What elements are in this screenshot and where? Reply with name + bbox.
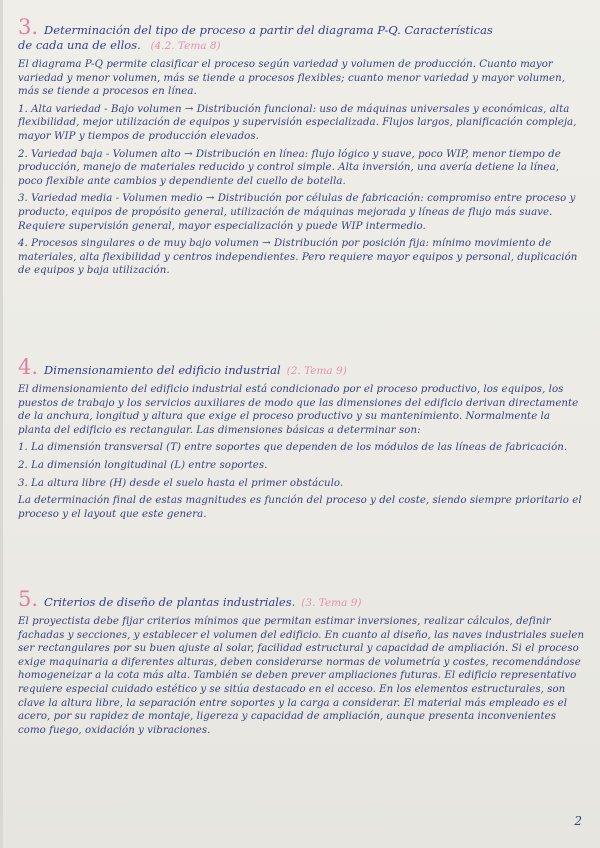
section-4-title: Dimensionamiento del edificio industrial [44,363,281,377]
section-3-heading [18,15,586,54]
section-4-paragraph-5: La determinación final de estas magnitudes es función del proceso y del coste, siendo siempre prioritario el proceso y el layout que este genera. [18,495,582,520]
section-5 [18,587,586,737]
section-5-number: 5. [18,587,39,611]
section-3-paragraph-2: 1. Alta variedad - Bajo volumen → Distribución funcional: uso de máquinas universales y económicas, alta flexibilidad, mejor utilización de equipos y supervisión especializada. Flujos largos, planificación compleja, mayor WIP y tiempos de producción elevados. [18,103,577,142]
section-4-paragraph-3: 2. La dimensión longitudinal (L) entre soportes. [18,459,268,471]
section-4-heading [18,355,586,379]
section-4-paragraph-4: 3. La altura libre (H) desde el suelo hasta el primer obstáculo. [18,477,344,489]
section-5-title: Criterios de diseño de plantas industriales. [44,595,296,609]
section-3-paragraph-4: 3. Variedad media - Volumen medio → Distribución por células de fabricación: compromiso entre proceso y producto, equipos de propósito general, utilización de máquinas mejorada y líneas de flujo más suave. Requiere supervisión general, mayor especialización y puede WIP intermedio. [18,193,576,232]
section-3 [18,15,586,278]
section-5-heading [18,587,586,611]
section-3-title-cont-text: de cada una de ellos. [18,38,141,52]
section-3-title: Determinación del tipo de proceso a partir del diagrama P-Q. Características [44,23,493,37]
section-3-number: 3. [18,15,39,39]
section-4-tag: (2. Tema 9) [286,365,347,377]
section-3-paragraph-5: 4. Procesos singulares o de muy bajo volumen → Distribución por posición fija: mínimo movimiento de materiales, alta flexibilidad y centros independientes. Pero requiere mayor equipos y personal, duplicación de equipos y baja utilización. [18,238,578,277]
section-3-title-cont [18,38,586,54]
section-3-paragraph-1: El diagrama P-Q permite clasificar el proceso según variedad y volumen de producción. Cuanto mayor variedad y menor volumen, más se tiende a procesos flexibles; cuanto menor variedad y mayor volumen, más se tiende a procesos en línea. [18,59,565,98]
page-number: 2 [574,814,582,828]
section-3-paragraph-3: 2. Variedad baja - Volumen alto → Distribución en línea: flujo lógico y suave, poco WIP, menor tiempo de producción, manejo de materiales reducido y control simple. Alta inversión, una avería detiene la línea, poco flexible ante cambios y dependiente del cuello de botella. [18,148,561,187]
section-5-tag: (3. Tema 9) [301,597,362,609]
section-4-paragraph-2: 1. La dimensión transversal (T) entre soportes que dependen de los módulos de las líneas de fabricación. [18,442,568,454]
section-4-paragraph-1: El dimensionamiento del edificio industrial está condicionado por el proceso productivo, los equipos, los puestos de trabajo y los servicios auxiliares de modo que las dimensiones del edificio derivan directamente de la anchura, longitud y altura que exige el proceso productivo y su mantenimiento. Normalmente la planta del edificio es rectangular. Las dimensiones básicas a determinar son: [18,384,579,436]
section-4-number: 4. [18,355,39,379]
section-4 [18,355,586,521]
section-3-tag: (4.2. Tema 8) [150,40,221,52]
section-5-paragraph-1: El proyectista debe fijar criterios mínimos que permitan estimar inversiones, realizar cálculos, definir fachadas y secciones, y establecer el volumen del edificio. En cuanto al diseño, las naves industriales suelen ser rectangulares por su buen ajuste al solar, facilidad estructural y capacidad de ampliación. Si el proceso exige maquinaria a diferentes alturas, deben considerarse normas de volumetría y costes, recomendándose homogeneizar a la cota más alta. También se deben prever ampliaciones futuras. El edificio representativo requiere especial cuidado estético y se sitúa destacado en el acceso. En los elementos estructurales, son clave la altura libre, la separación entre soportes y la carga a considerar. El material más empleado es el acero, por su rapidez de montaje, ligereza y capacidad de ampliación, aunque presenta inconvenientes como fuego, oxidación y vibraciones. [18,616,585,736]
